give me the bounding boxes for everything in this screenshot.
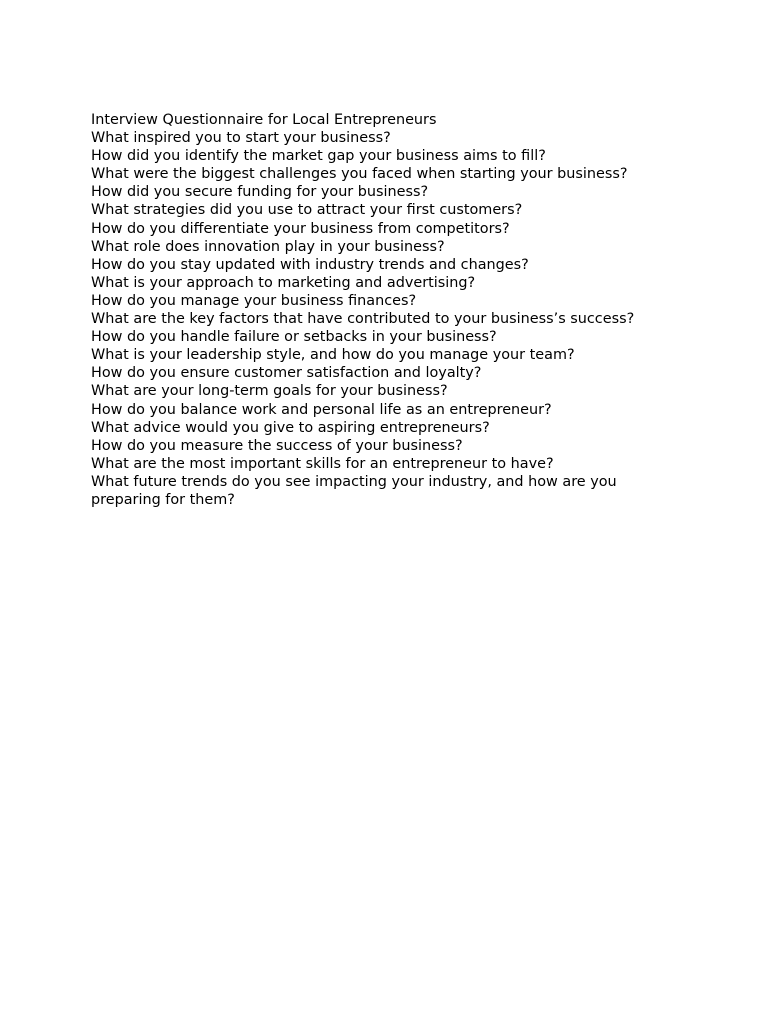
- question-item: How do you ensure customer satisfaction and loyalty?: [91, 365, 482, 382]
- question-item: How do you balance work and personal life as an entrepreneur?: [91, 401, 552, 418]
- question-item: How did you secure funding for your business?: [91, 184, 429, 201]
- question-item: How do you measure the success of your business?: [91, 437, 463, 454]
- question-item: How do you manage your business finances?: [91, 292, 417, 309]
- question-item: What future trends do you see impacting your industry, and how are you preparing for them?: [91, 473, 617, 508]
- question-item: What inspired you to start your business?: [91, 130, 391, 147]
- question-item: What were the biggest challenges you faced when starting your business?: [91, 166, 628, 183]
- question-item: What strategies did you use to attract your first customers?: [91, 202, 523, 219]
- question-item: How do you differentiate your business from competitors?: [91, 220, 510, 237]
- question-item: What are your long-term goals for your business?: [91, 383, 448, 400]
- question-item: What are the key factors that have contributed to your business’s success?: [91, 311, 635, 328]
- document-body: [91, 111, 681, 509]
- question-item: How do you stay updated with industry trends and changes?: [91, 256, 529, 273]
- question-item: What is your approach to marketing and advertising?: [91, 274, 476, 291]
- question-item: How do you handle failure or setbacks in your business?: [91, 329, 497, 346]
- question-item: What is your leadership style, and how do you manage your team?: [91, 347, 575, 364]
- question-item: What role does innovation play in your business?: [91, 238, 445, 255]
- question-item: What are the most important skills for an entrepreneur to have?: [91, 455, 554, 472]
- question-item: What advice would you give to aspiring entrepreneurs?: [91, 419, 490, 436]
- question-item: How did you identify the market gap your business aims to fill?: [91, 148, 546, 165]
- document-title: Interview Questionnaire for Local Entrepreneurs: [91, 112, 437, 128]
